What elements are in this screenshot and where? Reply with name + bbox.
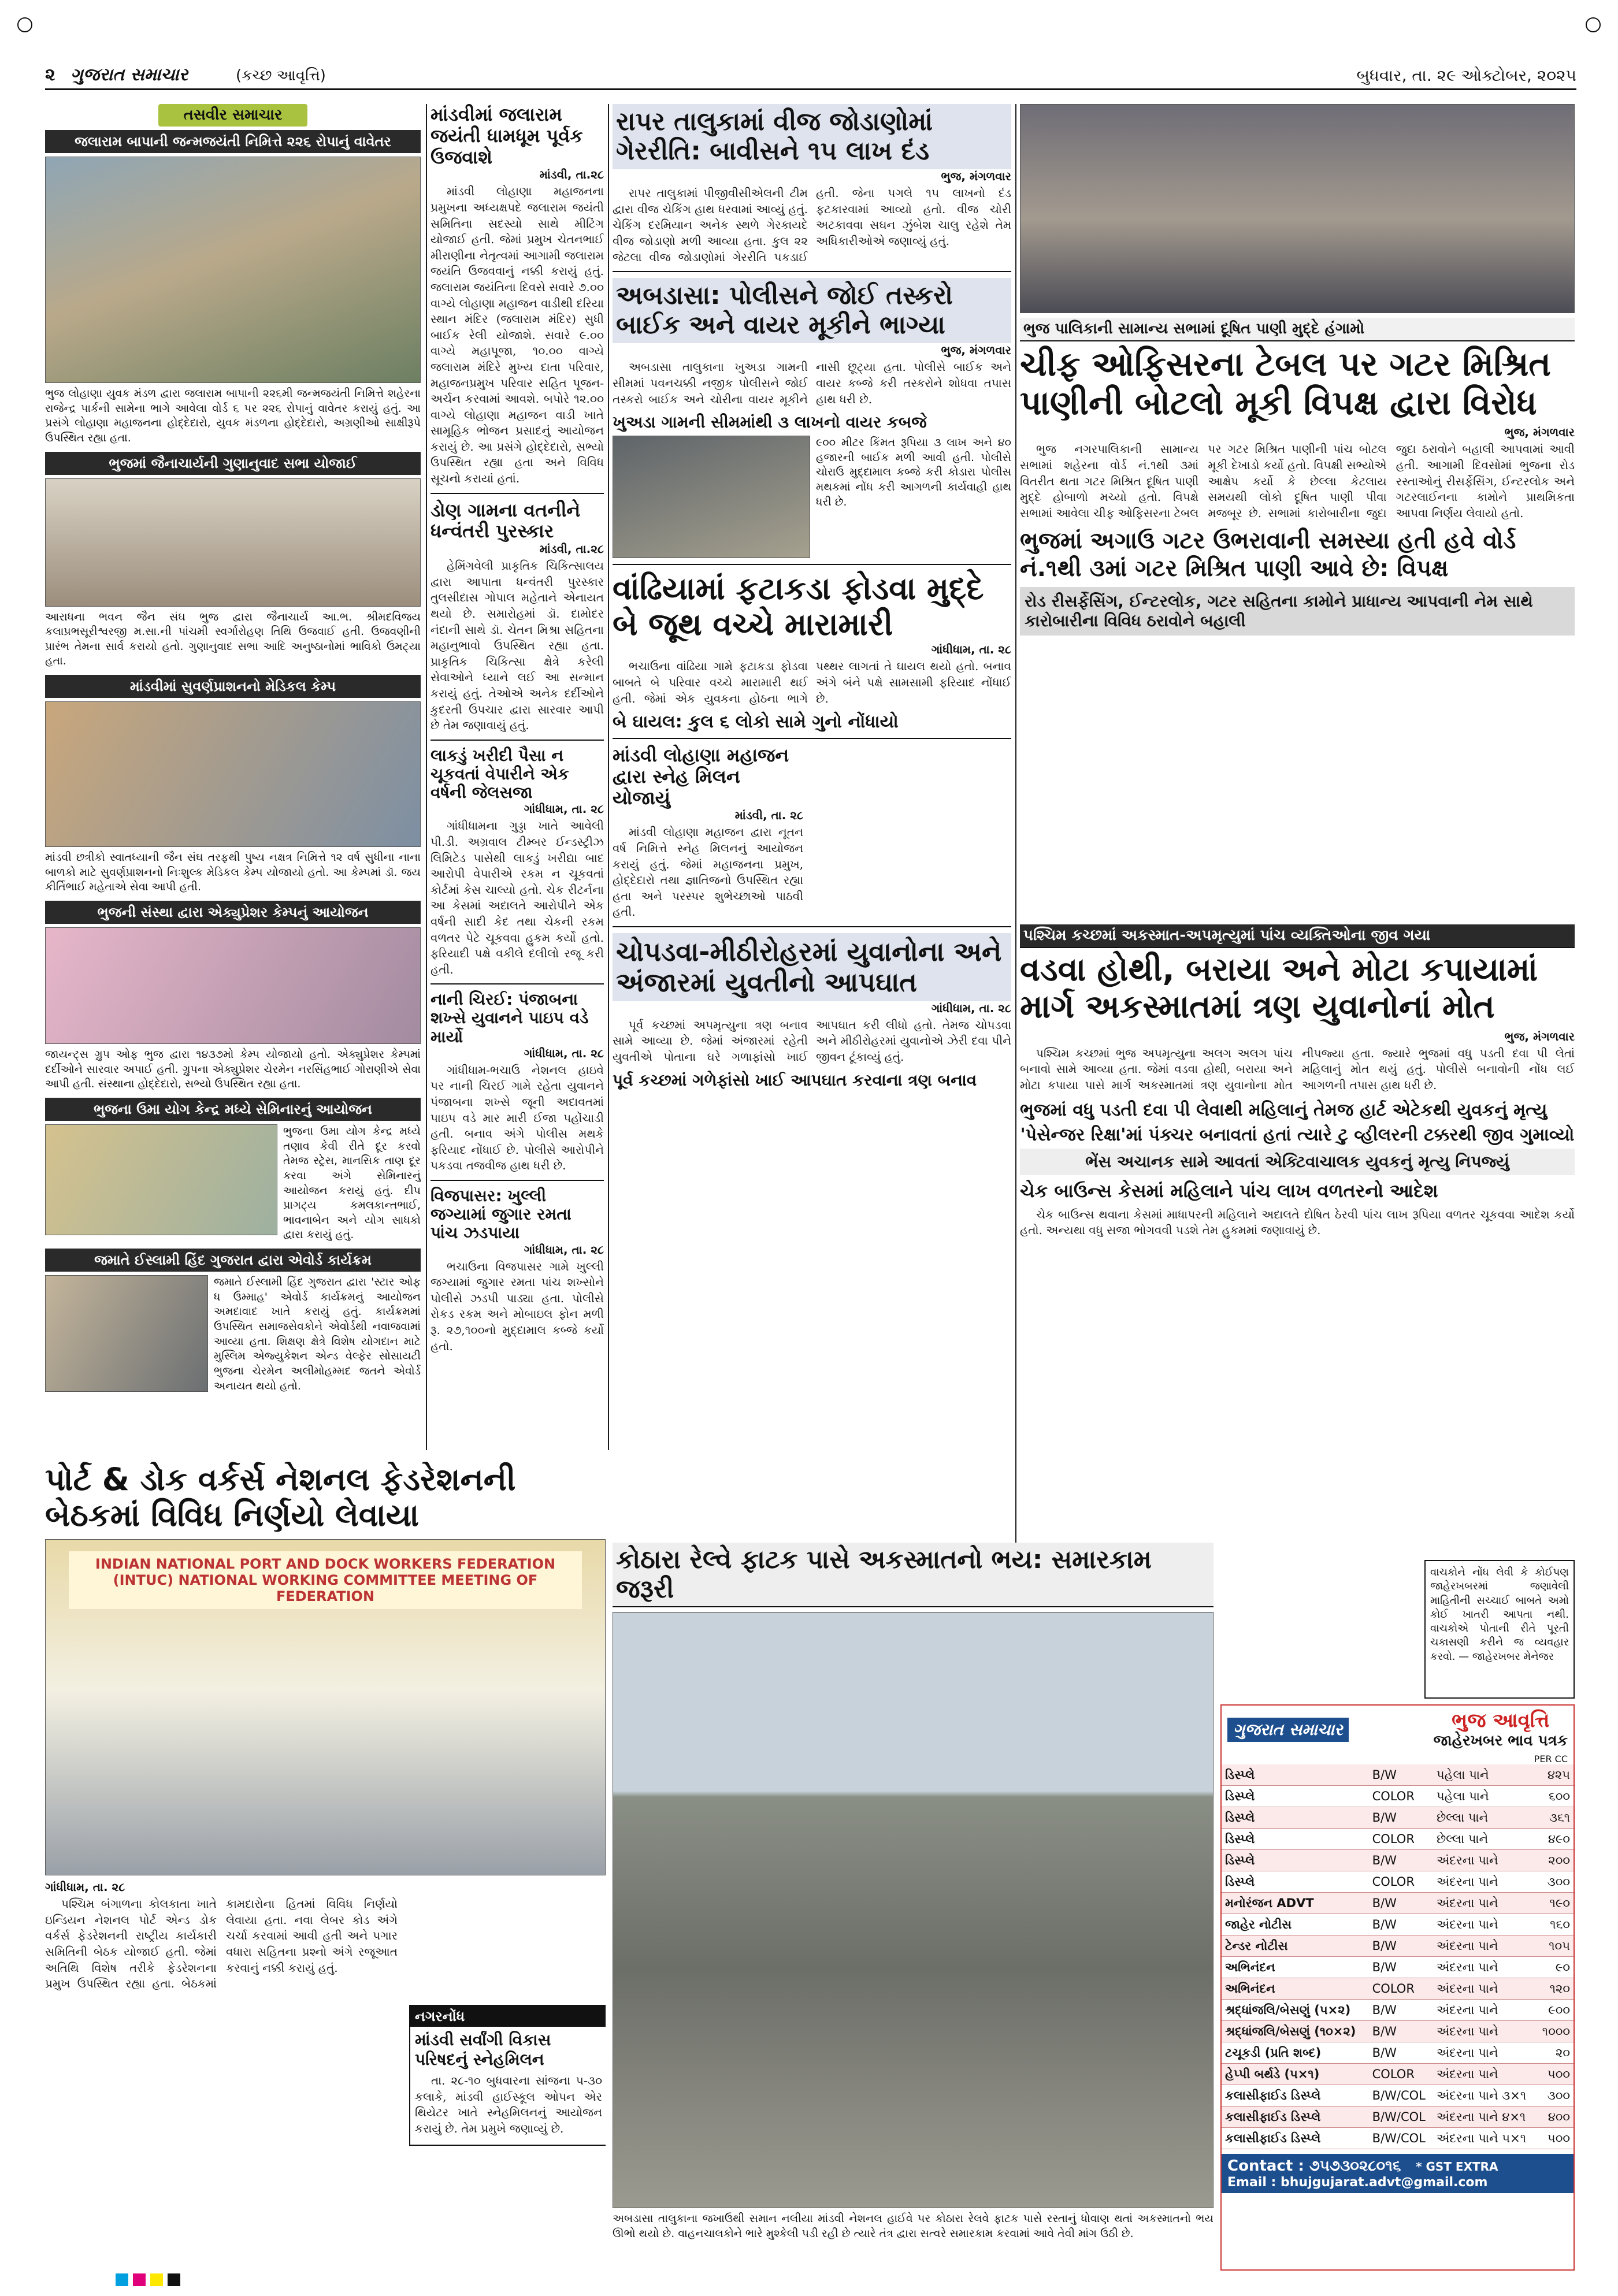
story-headline: પોર્ટ & ડોક વર્કર્સ નેશનલ ફેડરેશનની બેઠકમાં વિવિધ નિર્ણયો લેવાયા [45,1462,516,1534]
story-kicker: પશ્ચિમ કચ્છમાં અકસ્માત-અપમૃત્યુમાં પાંચ વ્યક્તિઓના જીવ ગયા [1020,924,1575,948]
rate-category: મનોરંજન ADVT [1222,1893,1369,1914]
article-headline: અબડાસા: પોલીસને જોઈ તસ્કરો બાઈક અને વાયર મૂકીને ભાગ્યા [613,278,1011,343]
rate-row [1222,1957,1574,1978]
story-body: પશ્ચિમ કચ્છમાં ભુજ અપમૃત્યુના અલગ અલગ પાંચ બનાવો સામે આવ્યા હતા. જેમાં વડવા હોથી, બરાયા અને મોટા કપાયા પાસે માર્ગ અકસ્માતમાં ત્રણ યુવાનોના મોત નીપજ્યા હતા. જ્યારે ભુજમાં વધુ પડતી દવા પી લેતાં મહિલાનું મોત થયું હતું. પોલીસે બનાવોની નોંધ લઈ આગળની તપાસ હાથ ધરી છે. [1020,1046,1575,1092]
rate-position: અંદરના પાને [1433,1914,1537,1935]
story-headline: વડવા હોથી, બરાયા અને મોટા કપાયામાં માર્ગ અકસ્માતમાં ત્રણ યુવાનોનાં મોત [1020,951,1538,1026]
registration-mark [17,17,32,32]
rate-price: ૨૦૦ [1537,1850,1574,1871]
story-headline: જલારામ બાપાની જન્મજયંતી નિમિત્તે ૨૨૬ રોપાનું વાવેતર [45,130,421,153]
rail-crossing-story [613,1543,1214,2276]
rate-row [1222,1871,1574,1893]
article-body: માંડવી લોહાણા મહાજનના પ્રમુખના અધ્યક્ષપદે જલારામ જયંતી સમિતિના સદસ્યો સાથે મીટિંગ યોજાઈ હતી. જેમાં પ્રમુખ ચેતનભાઈ મીરાણીના નેતૃત્વમાં આગામી જલારામ જયંતિ ઉજવવાનું નક્કી કરાયું હતું. જલારામ જયંતિના દિવસે સવારે ૭.૦૦ વાગ્યે લોહાણા મહાજન વાડીથી દરિયા સ્થાન મંદિર (જલારામ મંદિર) સુધી બાઈક રેલી યોજાશે. સવારે ૯.૦૦ વાગ્યે મહાપૂજા, ૧૦.૦૦ વાગ્યે જલારામ મંદિરે મુખ્ય દાતા પરિવાર, મહાજનપ્રમુખ પરિવાર સહિત પૂજન-અર્ચન કરવામાં આવશે. બપોરે ૧૨.૦૦ વાગ્યે લોહાણા મહાજન વાડી ખાતે સામૂહિક ભોજન પ્રસાદનું આયોજન કરાયું છે. આ પ્રસંગે હોદ્દેદારો, સભ્યો ઉપસ્થિત રહ્યા હતા અને વિવિધ સૂચનો કરાયાં હતાં. [431,184,604,486]
rate-position: અંદરના પાને ૪×૧ [1433,2106,1537,2128]
rate-price: ૪૨૫ [1537,1764,1574,1786]
rate-position: અંદરના પાને [1433,2000,1537,2021]
photo-story [45,1249,421,1394]
photo-caption: ૯૦૦ મીટર કિંમત રૂપિયા ૩ લાખ અને ૪૦ હજારની બાઈક મળી આવી હતી. પોલીસે ચોરાઉ મુદ્દામાલ કબ્જે કરી કોડારા પોલીસ મથકમાં નોંધ કરી આગળની કાર્યવાહી હાથ ધરી છે. [816,436,1011,508]
rate-category: કલાસીફાઈડ ડિસ્પ્લે [1222,2085,1369,2106]
article-headline: માંડવી લોહાણા મહાજન દ્વારા સ્નેહ મિલન યોજાયું [613,744,789,809]
article-headline: વિજપાસર: ખુલ્લી જગ્યામાં જુગાર રમતા પાંચ ઝડપાયા [431,1186,572,1243]
rate-color: B/W [1369,1893,1433,1914]
rate-color: B/W [1369,1935,1433,1957]
rate-color: B/W [1369,1807,1433,1829]
rate-position: પહેલા પાને [1433,1786,1537,1807]
rate-row [1222,2042,1574,2064]
story-caption: આરાધના ભવન જૈન સંઘ ભુજ દ્વારા જૈનાચાર્ય આ.ભ. શ્રીમદવિજય કલાપ્રભસૂરીશ્વરજી મ.સા.ની પાંચમી સ્વર્ગારોહણ તિથિ ઉજવાઈ હતી. ઉજવણીની પ્રારંભ તેમના સાર્વ કરાયો હતો. ગુણાનુવાદ સભા આદિ અનુષ્ઠાનોમાં ભાવિકો ઉમટ્યા હતા. [45,610,421,668]
federation-meeting-photo [45,1539,606,1875]
article-body: ગાંધીધામ-ભચાઉ નેશનલ હાઇવે પર નાની ચિરઈ ગામે રહેતા યુવાનને પંજાબના શખ્સે જૂની અદાવતમાં પાઇપ વડે માર મારી ઈજા પહોંચાડી હતી. બનાવ અંગે પોલીસ મથકે ફરિયાદ નોંધાઈ છે. પોલીસે આરોપીને પકડવા તજવીજ હાથ ધરી છે. [431,1062,604,1173]
photo-caption: અબડાસા તાલુકાના જખાઉથી સમાન નલીયા માંડવી નેશનલ હાઈવે પર કોઠારા રેલવે ફાટક પાસે રસ્તાનું ધોવાણ થતાં અકસ્માતનો ભય ઊભો થયો છે. વાહનચાલકોને ભારે મુશ્કેલી પડી રહી છે ત્યારે તંત્ર દ્વારા સત્વરે સમારકામ કરવામાં આવે તેવી માંગ ઉઠી છે. [613,2212,1214,2240]
meeting-photo [1020,104,1575,313]
rate-position: અંદરના પાને [1433,1893,1537,1914]
rate-price: ૯૦ [1537,1957,1574,1978]
edition-label: (કચ્છ આવૃત્તિ) [236,67,326,84]
bulletin-body: તા. ૨૮-૧૦ બુધવારના સાંજના ૫-૩૦ કલાકે, માંડવી હાઈસ્કૂલ ઓપન એર થિયેટર ખાતે સ્નેહમિલનનું આયોજન કરાયું છે. તેમ પ્રમુખે જણાવ્યું છે. [415,2074,602,2135]
article-headline: ચોપડવા-મીઠીરોહરમાં યુવાનોના અને અંજારમાં યુવતીનો આપઘાત [613,933,1011,1001]
rate-row [1222,1807,1574,1829]
article-dateline: ગાંધીધામ, તા. ૨૮ [524,802,604,816]
story-headline: માંડવીમાં સુવર્ણપ્રાશનનો મેડિકલ કેમ્પ [45,675,421,698]
article-dateline: માંડવી, તા.૨૮ [539,542,604,556]
story-caption: જાયન્ટ્સ ગ્રુપ ઓફ ભુજ દ્વારા ૧૪૩૭મો કેમ્પ યોજાયો હતો. એક્યુપ્રેશર કેમ્પમાં દર્દીઓને સારવાર અપાઈ હતી. ગ્રુપના એક્યુપ્રેશર ચેરમેન નરસિંહભાઈ ગોરાણીએ સેવા આપી હતી. સંસ્થાના હોદ્દેદારો, સભ્યો ઉપસ્થિત રહ્યા હતા. [45,1048,421,1091]
rate-row [1222,1893,1574,1914]
article-headline: લાકડું ખરીદી પૈસા ન ચૂકવતાં વેપારીને એક વર્ષની જેલસજા [431,745,569,803]
article-body: ગાંધીધામના ગુડ્ડા ખાતે આવેલી પી.ડી. અગ્રવાલ ટીમ્બર ઈન્ડસ્ટ્રીઝ લિમિટેડ પાસેથી લાકડું ખરીદ્યા બાદ આરોપી વેપારીએ રકમ ન ચૂકવતાં કોર્ટમાં કેસ ચાલ્યો હતો. ચેક રીટર્નના આ કેસમાં અદાલતે આરોપીને એક વર્ષની સાદી કેદ તથા ચેકની રકમ વળતર પેટે ચૂકવવા હુકમ કર્યો હતો. ફરિયાદી પક્ષે વકીલે દલીલો રજૂ કરી હતી. [431,819,604,976]
rate-row [1222,1829,1574,1850]
paper-name: ગુજરાત સમાચાર [70,65,188,85]
rate-row [1222,1978,1574,2000]
rate-position: છેલ્લા પાને [1433,1829,1537,1850]
inset-headline: 'પેસેન્જર રિક્ષા'માં પંક્ચર બનાવતાં હતાં ત્યારે ટુ વ્હીલરની ટક્કરથી જીવ ગુમાવ્યો [1020,1124,1575,1145]
rate-row [1222,2021,1574,2042]
section-title: તસવીર સમાચાર [158,104,307,127]
article-headline: નાની ચિરઈ: પંજાબના શખ્સે યુવાનને પાઇપ વડે માર્યો [431,990,589,1046]
rate-price: ૩૬૧ [1537,1807,1574,1829]
story-headline: ભુજમાં જૈનાચાર્યની ગુણાનુવાદ સભા યોજાઈ [45,452,421,475]
rate-color: COLOR [1369,1786,1433,1807]
story-caption: જમાતે ઈસ્લામી હિંદ ગુજરાત દ્વારા 'સ્ટાર ઓફ ધ ઉમ્માહ' એવોર્ડ કાર્યક્રમનું આયોજન અમદાવાદ ખાતે કરાયું હતું. કાર્યક્રમમાં ઉપસ્થિત સમાજસેવકોને એવોર્ડથી નવાજવામાં આવ્યા હતા. શિક્ષણ ક્ષેત્રે વિશેષ યોગદાન માટે મુસ્લિમ એજ્યુકેશન એન્ડ વેલ્ફેર સોસાયટી ભુજના ચેરમેન અલીમોહમ્મદ જતને એવોર્ડ અનાયત થયો હતો. [214,1276,421,1392]
color-swatch [150,2273,163,2286]
rate-price: ૫૦૦ [1537,2128,1574,2149]
accident-story [1020,924,1575,1537]
rate-price: ૧૬૦ [1537,1914,1574,1935]
article-body: અબડાસા તાલુકાના ખુઅડા ગામની સીમમાં પવનચક્કી નજીક પોલીસને જોઈ તસ્કરો બાઈક અને ચોરીના વાયર મૂકીને નાસી છૂટ્યા હતા. પોલીસે બાઈક અને વાયર કબ્જે કરી તસ્કરોને શોધવા તપાસ હાથ ધરી છે. [613,360,1011,406]
rate-color: B/W [1369,2042,1433,2064]
article-dateline: ગાંધીધામ, તા. ૨૮ [524,1046,604,1060]
article-subhead: બે ઘાયલ: કુલ ૬ લોકો સામે ગુનો નોંધાયો [613,712,899,733]
rate-position: અંદરના પાને [1433,2064,1537,2085]
article-headline: માંડવીમાં જલારામ જયંતી ધામધૂમ પૂર્વક ઉજવાશે [431,104,583,168]
issue-date: બુધવાર, તા. ૨૯ ઓક્ટોબર, ૨૦૨૫ [1356,66,1576,85]
advertiser-notice: વાચકોને નોંધ લેવી કે કોઈપણ જાહેરખબરમાં જણાવેલી માહિતીની સચ્ચાઈ બાબતે અમો કોઈ ખાતરી આપતા નથી. વાચકોએ પોતાની રીતે પૂરતી ચકાસણી કરીને જ વ્યવહાર કરવો. — જાહેરખબર મેનેજર [1424,1560,1575,1699]
rate-color: COLOR [1369,1978,1433,2000]
story-highlight-box: રોડ રીસર્ફેસિંગ, ઈન્ટરલોક, ગટર સહિતના કામોને પ્રાધાન્ય આપવાની નેમ સાથે કારોબારીના વિવિધ ઠરાવોને બહાલી [1020,587,1575,636]
rate-position: પહેલા પાને [1433,1764,1537,1786]
article-subhead: ચેક બાઉન્સ કેસમાં મહિલાને પાંચ લાખ વળતરનો આદેશ [1020,1179,1438,1202]
article-body: ચેક બાઉન્સ થવાના કેસમાં માધાપરની મહિલાને અદાલતે દોષિત ઠેરવી પાંચ લાખ રૂપિયા વળતર ચૂકવવા આદેશ કર્યો હતો. અન્યથા વધુ સજા ભોગવવી પડશે તેમ હુકમમાં જણાવાયું છે. [1020,1207,1575,1238]
rate-color: B/W/COL [1369,2106,1433,2128]
rate-price: ૬૦૦ [1537,1786,1574,1807]
rate-row [1222,2128,1574,2149]
rate-category: ડિસ્પ્લે [1222,1786,1369,1807]
article-subhead: ખુઅડા ગામની સીમમાંથી ૩ લાખનો વાયર કબજે [613,413,927,432]
seized-bike-photo [613,436,810,558]
rate-position: અંદરના પાને [1433,1871,1537,1893]
article-body: માંડવી લોહાણા મહાજન દ્વારા નૂતન વર્ષ નિમિત્તે સ્નેહ મિલનનું આયોજન કરાયું હતું. જેમાં મહાજનના પ્રમુખ, હોદ્દેદારો તથા જ્ઞાતિજનો ઉપસ્થિત રહ્યા હતા અને પરસ્પર શુભેચ્છાઓ પાઠવી હતી. [613,825,803,919]
rate-color: B/W [1369,2021,1433,2042]
rate-color: B/W [1369,1914,1433,1935]
story-dateline: ભુજ, મંગળવાર [1504,1029,1575,1043]
contact-number: Contact : ૭૫૭૩૦૨૮૦૧૬ [1227,2157,1401,2175]
article-dateline: ભુજ, મંગળવાર [941,169,1011,184]
rate-row [1222,1850,1574,1871]
rate-color: B/W [1369,1957,1433,1978]
tree-planting-photo [45,157,421,383]
rate-row [1222,2106,1574,2128]
rate-category: કલાસીફાઈડ ડિસ્પ્લે [1222,2106,1369,2128]
story-headline: ચીફ ઓફિસરના ટેબલ પર ગટર મિશ્રિત પાણીની બોટલો મૂકી વિપક્ષ દ્વારા વિરોધ [1020,344,1551,422]
article-dateline: ગાંધીધામ, તા. ૨૮ [524,1242,604,1257]
rate-row [1222,1914,1574,1935]
rate-title: જાહેરખબર ભાવ પત્રક [1433,1732,1568,1749]
rate-color: B/W [1369,1850,1433,1871]
photo-news-column [45,104,421,1450]
masthead [45,61,1576,90]
rate-category: શ્રદ્ધાંજલિ/બેસણું (૫×૨) [1222,2000,1369,2021]
story-caption: ભુજ લોહાણા યુવક મંડળ દ્વારા જલારામ બાપાની ૨૨૬મી જન્મજયંતી નિમિત્તે શહેરના રાજેન્દ્ર પાર્કની સામેના ભાગે આવેલા વોર્ડ ૬ પર ૨૨૬ રોપાનું વાવેતર કરાયું હતું. આ પ્રસંગે લોહાણા મહાજનના હોદ્દેદારો, યુવક મંડળના હોદ્દેદારો, અગ્રણીઓ સાક્ષીરૂપે ઉપસ્થિત રહ્યા હતા. [45,387,421,444]
rate-category: ડિસ્પ્લે [1222,1829,1369,1850]
rate-category: ડિસ્પ્લે [1222,1871,1369,1893]
story-subhead: ભુજમાં વધુ પડતી દવા પી લેવાથી મહિલાનું તેમજ હાર્ટ એટેકથી યુવકનું મૃત્યુ [1020,1099,1548,1120]
rate-price: ૧૯૦ [1537,1893,1574,1914]
rate-category: ડિસ્પ્લે [1222,1850,1369,1871]
rate-row [1222,2000,1574,2021]
article-dateline: માંડવી, તા.૨૮ [539,168,604,182]
article-headline: ડોણ ગામના વતનીને ધન્વંતરી પુરસ્કાર [431,499,581,543]
bulletin-headline: માંડવી સર્વાંગી વિકાસ પરિષદનું સ્નેહમિલન [415,2030,551,2069]
rate-price: ૨૦ [1537,2042,1574,2064]
medical-camp-photo [45,701,421,847]
rate-city: ભુજ આવૃત્તિ [1452,1709,1550,1732]
story-body: પશ્ચિમ બંગાળના કોલકાતા ખાતે ઇન્ડિયન નેશનલ પોર્ટ એન્ડ ડોક વર્કર્સ ફેડરેશનની રાષ્ટ્રીય કાર્યકારી સમિતિની બેઠક યોજાઈ હતી. જેમાં અતિથિ વિશેષ તરીકે ફેડરેશનના પ્રમુખ ઉપસ્થિત રહ્યા હતા. બેઠકમાં કામદારોના હિતમાં વિવિધ નિર્ણયો લેવાયા હતા. નવા લેબર કોડ અંગે ચર્ચા કરવામાં આવી હતી અને પગાર વધારા સહિતના પ્રશ્નો અંગે રજૂઆત કરવાનું નક્કી કરાયું હતું. [45,1897,398,1991]
page-number: ૨ [45,65,55,85]
article-dateline: ભુજ, મંગળવાર [941,343,1011,358]
rate-category: અભિનંદન [1222,1957,1369,1978]
story-caption: ભુજના ઉમા યોગ કેન્દ્ર મધ્યે તણાવ કેવી રીતે દૂર કરવો તેમજ સ્ટ્રેસ, માનસિક તાણ દૂર કરવા અંગે સેમિનારનું આયોજન કરાયું હતું. દીપ પ્રાગટ્ય કમલકાન્તભાઈ, ભાવનાબેન અને યોગ સાધકો દ્વારા કરાયું હતું. [283,1124,421,1242]
contact-email: Email : bhujgujarat.advt@gmail.com [1227,2175,1488,2190]
story-subhead: ભુજમાં અગાઉ ગટર ઉભરાવાની સમસ્યા હતી હવે વોર્ડ નં.૧થી ૩માં ગટર મિશ્રિત પાણી આવે છે: વિપક્ષ [1020,527,1516,582]
rate-category: ડિસ્પ્લે [1222,1764,1369,1786]
rate-price: ૩૦૦ [1537,2085,1574,2106]
color-swatch [168,2273,180,2286]
rate-position: અંદરના પાને [1433,1935,1537,1957]
rate-color: COLOR [1369,1871,1433,1893]
rate-price: ૧૨૦ [1537,1978,1574,2000]
color-swatch [133,2273,146,2286]
rate-row [1222,2085,1574,2106]
rate-category: શ્રદ્ધાંજલિ/બેસણું (૧૦×૨) [1222,2021,1369,2042]
article-headline: વાંઢિયામાં ફટાકડા ફોડવા મુદ્દે બે જૂથ વચ્ચે મારામારી [613,570,984,643]
story-dateline: ભુજ, મંગળવાર [1504,425,1575,440]
story-kicker: ભુજ પાલિકાની સામાન્ય સભામાં દૂષિત પાણી મુદ્દે હંગામો [1020,318,1575,341]
bulletin-box [409,2005,606,2146]
registration-mark [1586,17,1601,32]
rate-position: અંદરના પાને ૩×૧ [1433,2085,1537,2106]
assembly-photo [45,478,421,607]
column-three [613,104,1011,1462]
article-dateline: ગાંધીધામ, તા. ૨૮ [931,642,1011,657]
rate-unit: PER CC [1534,1753,1568,1764]
rate-color: B/W/COL [1369,2085,1433,2106]
meeting-banner: INDIAN NATIONAL PORT AND DOCK WORKERS FEDERATION (INTUC) NATIONAL WORKING COMMITTEE MEETING OF FEDERATION [69,1551,582,1609]
rate-category: જાહેર નોટીસ [1222,1914,1369,1935]
rate-category: અભિનંદન [1222,1978,1369,2000]
seminar-photo [45,1124,277,1235]
article-body: હેમિંગવેલી પ્રાકૃતિક ચિકિત્સાલય દ્વારા આપાતા ધન્વંતરી પુરસ્કાર તુલસીદાસ ગોપાલ મહેતાને એનાયત થયો છે. સમારોહમાં ડૉ. દામોદર નંદાની સાથે ડૉ. ચેતન મિશ્રા સહિતના મહાનુભાવો ઉપસ્થિત રહ્યા હતા. પ્રાકૃતિક ચિકિત્સા ક્ષેત્રે કરેલી સેવાઓને ધ્યાને લઈ આ સન્માન કરાયું હતું. તેઓએ અનેક દર્દીઓને કુદરતી ઉપચાર દ્વારા સારવાર આપી છે તેમ જણાવાયું હતું. [431,559,604,733]
story-dateline: ગાંધીધામ, તા. ૨૮ [45,1880,125,1894]
column-two [431,104,604,1450]
article-body: પૂર્વ કચ્છમાં અપમૃત્યુના ત્રણ બનાવ સામે આવ્યા છે. જેમાં અંજારમાં રહેતી યુવતીએ પોતાના ઘરે ગળાફાંસો ખાઈ આપઘાત કરી લીધો હતો. તેમજ ચોપડવા અને મીઠીરોહરમાં યુવાનોએ ઝેરી દવા પીને જીવન ટૂંકાવ્યું હતું. [613,1017,1011,1064]
rate-brand: ગુજરાત સમાચાર [1227,1718,1349,1742]
rate-row [1222,1935,1574,1957]
rate-position: અંદરના પાને [1433,2021,1537,2042]
rate-position: અંદરના પાને [1433,1957,1537,1978]
photo-story [45,452,421,670]
rate-color: B/W [1369,2000,1433,2021]
rate-price: ૯૦૦ [1537,2000,1574,2021]
story-kicker: કોઠારા રેલ્વે ફાટક પાસે અકસ્માતનો ભય: સમારકામ જરૂરી [613,1543,1214,1607]
article-body: ભચાઉના વિજપાસર ગામે ખુલ્લી જગ્યામાં જુગાર રમતા પાંચ શખ્સોને પોલીસે ઝડપી પાડ્યા હતા. પોલીસે રોકડ રકમ અને મોબાઇલ ફોન મળી રૂ. ૨૭,૧૦૦નો મુદ્દામાલ કબ્જે કર્યો હતો. [431,1259,604,1353]
rate-price: ૪૦૦ [1537,2106,1574,2128]
rate-table [1222,1764,1574,2149]
article-body: રાપર તાલુકામાં પીજીવીસીએલની ટીમ દ્વારા વીજ ચેકિંગ હાથ ધરવામાં આવ્યું હતું. ચેકિંગ દરમિયાન અનેક સ્થળે ગેરકાયદે વીજ જોડાણો મળી આવ્યા હતા. કુલ ૨૨ જેટલા વીજ જોડાણોમાં ગેરરીતિ પકડાઈ હતી. જેના પગલે ૧૫ લાખનો દંડ ફટકારવામાં આવ્યો હતો. વીજ ચોરી અટકાવવા સઘન ઝુંબેશ ચાલુ રહેશે તેમ અધિકારીઓએ જણાવ્યું હતું. [613,186,1011,264]
rate-category: ટચૂકડી (પ્રતિ શબ્દ) [1222,2042,1369,2064]
damaged-road-photo [613,1612,1214,2208]
rate-price: ૩૦૦ [1537,1871,1574,1893]
rate-position: અંદરના પાને [1433,1978,1537,2000]
rate-row [1222,1786,1574,1807]
article-subhead: પૂર્વ કચ્છમાં ગળેફાંસો ખાઈ આપઘાત કરવાના ત્રણ બનાવ [613,1070,977,1090]
photo-story [45,130,421,446]
rate-position: છેલ્લા પાને [1433,1807,1537,1829]
article-dateline: માંડવી, તા. ૨૮ [734,808,803,823]
rate-color: B/W/COL [1369,2128,1433,2149]
rate-position: અંદરના પાને [1433,2042,1537,2064]
rate-price: ૫૦૦ [1537,2064,1574,2085]
rate-category: હેપ્પી બર્થડે (૫×૧) [1222,2064,1369,2085]
photo-story [45,675,421,895]
rate-category: ડિસ્પ્લે [1222,1807,1369,1829]
rate-row [1222,2064,1574,2085]
rate-price: ૪૯૦ [1537,1829,1574,1850]
award-photo [45,1275,208,1392]
rate-price: ૧૦૦૦ [1537,2021,1574,2042]
gst-note: * GST EXTRA [1416,2160,1498,2174]
story-caption: માંડવી છત્રીકો સ્વાતધ્યાની જૈન સંઘ તરફથી પુષ્ય નક્ષત્ર નિમિત્તે ૧૨ વર્ષ સુધીના નાના બાળકો માટે સુવર્ણપ્રાશનનો નિઃશુલ્ક મેડિકલ કેમ્પ યોજાયો હતો. આ કેમ્પમાં ડૉ. જય કીર્તિભાઈ મહેતાએ સેવા આપી હતી. [45,851,421,894]
photo-story [45,1098,421,1243]
rate-position: અંદરના પાને [1433,1850,1537,1871]
rate-color: COLOR [1369,2064,1433,2085]
port-federation-story [45,1462,606,2271]
story-headline: જમાતે ઈસ્લામી હિંદ ગુજરાત દ્વારા એવોર્ડ કાર્યક્રમ [45,1249,421,1272]
story-body: ભુજ નગરપાલિકાની સામાન્ય સભામાં શહેરના વોર્ડ નં.૧થી ૩માં વિતરીત થતા ગટર મિશ્રિત દૂષિત પાણી મુદ્દે હોબાળો મચ્યો હતો. વિપક્ષે સભામાં આવેલા ચીફ ઓફિસરના ટેબલ પર ગટર મિશ્રિત પાણીની પાંચ બોટલ મૂકી દેખાડો કર્યો હતો. વિપક્ષી સભ્યોએ આક્ષેપ કર્યો કે છેલ્લા કેટલાય સમયથી લોકો દૂષિત પાણી પીવા મજબૂર છે. સભામાં કારોબારીના જુદા જુદા ઠરાવોને બહાલી આપવામાં આવી હતી. આગામી દિવસોમાં ભુજના રોડ રસ્તાઓનું રીસર્ફેસિંગ, ઈન્ટરલોક અને ગટરલાઈનના કામોને પ્રાથમિકતા આપવા નિર્ણય લેવાયો હતો. [1020,442,1575,520]
inset-headline: ભેંસ અચાનક સામે આવતાં એક્ટિવાચાલક યુવકનું મૃત્યુ નિપજ્યું [1020,1149,1575,1175]
article-body: ભચાઉના વાંઢિયા ગામે ફટાકડા ફોડવા બાબતે બે પરિવાર વચ્ચે મારામારી થઈ હતી. જેમાં એક યુવકના હોઠના ભાગે પથ્થર લાગતાં તે ઘાયલ થયો હતો. બનાવ અંગે બંને પક્ષે સામસામી ફરિયાદ નોંધાઈ છે. [613,659,1011,705]
color-swatch [116,2273,128,2286]
municipal-story [1020,104,1575,919]
rate-position: અંદરના પાને ૫×૧ [1433,2128,1537,2149]
rate-color: B/W [1369,1764,1433,1786]
acupressure-photo [45,927,421,1044]
story-headline: ભુજના ઉમા યોગ કેન્દ્ર મધ્યે સેમિનારનું આયોજન [45,1098,421,1121]
photo-story [45,901,421,1092]
rate-color: COLOR [1369,1829,1433,1850]
rate-category: કલાસીફાઈડ ડિસ્પ્લે [1222,2128,1369,2149]
rate-row [1222,1764,1574,1786]
story-headline: ભુજની સંસ્થા દ્વારા એક્યુપ્રેશર કેમ્પનું આયોજન [45,901,421,924]
bulletin-tag: નગરનોંધ [410,2006,606,2027]
article-dateline: ગાંધીધામ, તા. ૨૮ [931,1001,1011,1015]
article-headline: રાપર તાલુકામાં વીજ જોડાણોમાં ગેરરીતિ: બાવીસને ૧૫ લાખ દંડ [613,104,1011,169]
rate-category: ટેન્ડર નોટીસ [1222,1935,1369,1957]
rate-price: ૧૦૫ [1537,1935,1574,1957]
ad-rate-card [1220,1704,1575,2271]
